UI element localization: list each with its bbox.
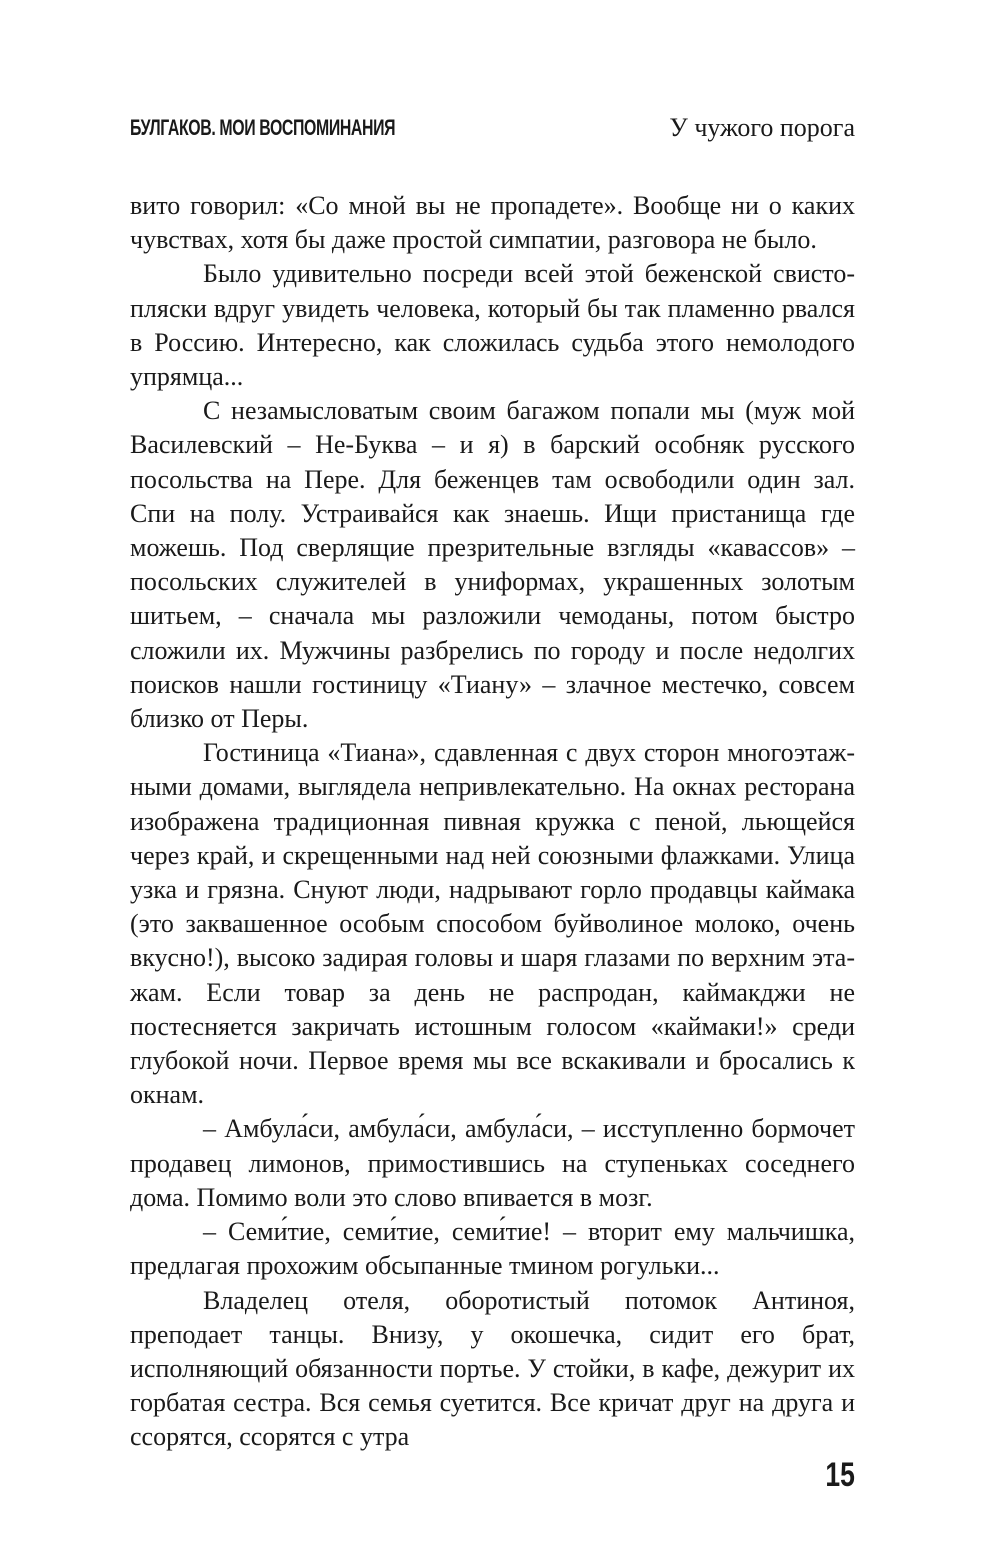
paragraph: – Амбула́си, амбула́си, амбула́си, – исступленно бормочет продавец лимонов, примостившись на ступеньках соседнего дома. Помимо воли это слово впивается в мозг. <box>130 1114 855 1212</box>
paragraph: Было удивительно посреди всей этой беженской свистопляски вдруг увидеть человека, который бы так пламенно рвался в Россию. Интересно, как сложилась судьба этого немолодого упрямца... <box>130 259 855 392</box>
page-number: 15 <box>825 1456 855 1494</box>
paragraph: Владелец отеля, оборотистый потомок Антиноя, преподает танцы. Внизу, у окошечка, сидит его брат, исполняющий обязанности портье. У стойки, в кафе, дежурит их горбатая сестра. Вся семья суетится. Все кричат друг на друга и ссорятся, ссорятся с утра <box>130 1285 855 1452</box>
body-text <box>130 189 855 1455</box>
paragraph: С незамысловатым своим багажом попали мы (муж мой Василевский – Не-Буква – и я) в барский особняк русского посольства на Пере. Для беженцев там освободили один зал. Спи на полу. Устраивайся как знаешь. Ищи пристанища где можешь. Под сверлящие презрительные взгляды «кавассов» – посольских служителей в униформах, украшенных золотым шитьем, – сначала мы разложили чемоданы, потом быстро сложили их. Мужчины разбрелись по городу и после недолгих поисков нашли гостиницу «Тиану» – злачное местечко, совсем близко от Перы. <box>130 396 855 734</box>
paragraph: вито говорил: «Со мной вы не пропадете». Вообще ни о каких чувствах, хотя бы даже простой симпатии, разговора не было. <box>130 191 855 255</box>
paragraph: Гостиница «Тиана», сдавленная с двух сторон многоэтажными домами, выглядела непривлекательно. На окнах ресторана изображена традиционная пивная кружка с пеной, льющейся через край, и скрещенными над ней союзными флажками. Улица узка и грязна. Снуют люди, надрывают горло продавцы каймака (это заквашенное особым способом буйволиное молоко, очень вкусно!), высоко задирая головы и шаря глазами по верхним этажам. Если товар за день не распродан, каймакджи не постесняется закричать истошным голосом «каймаки!» среди глубокой ночи. Первое время мы все вскакивали и бросались к окнам. <box>130 738 855 1110</box>
running-head-chapter-title: У чужого порога <box>669 113 855 142</box>
running-head-book-title: БУЛГАКОВ. МОИ ВОСПОМИНАНИЯ <box>130 115 396 140</box>
paragraph: – Семи́тие, семи́тие, семи́тие! – вторит ему мальчишка, предлагая прохожим обсыпанные тмином рогульки... <box>130 1217 855 1281</box>
